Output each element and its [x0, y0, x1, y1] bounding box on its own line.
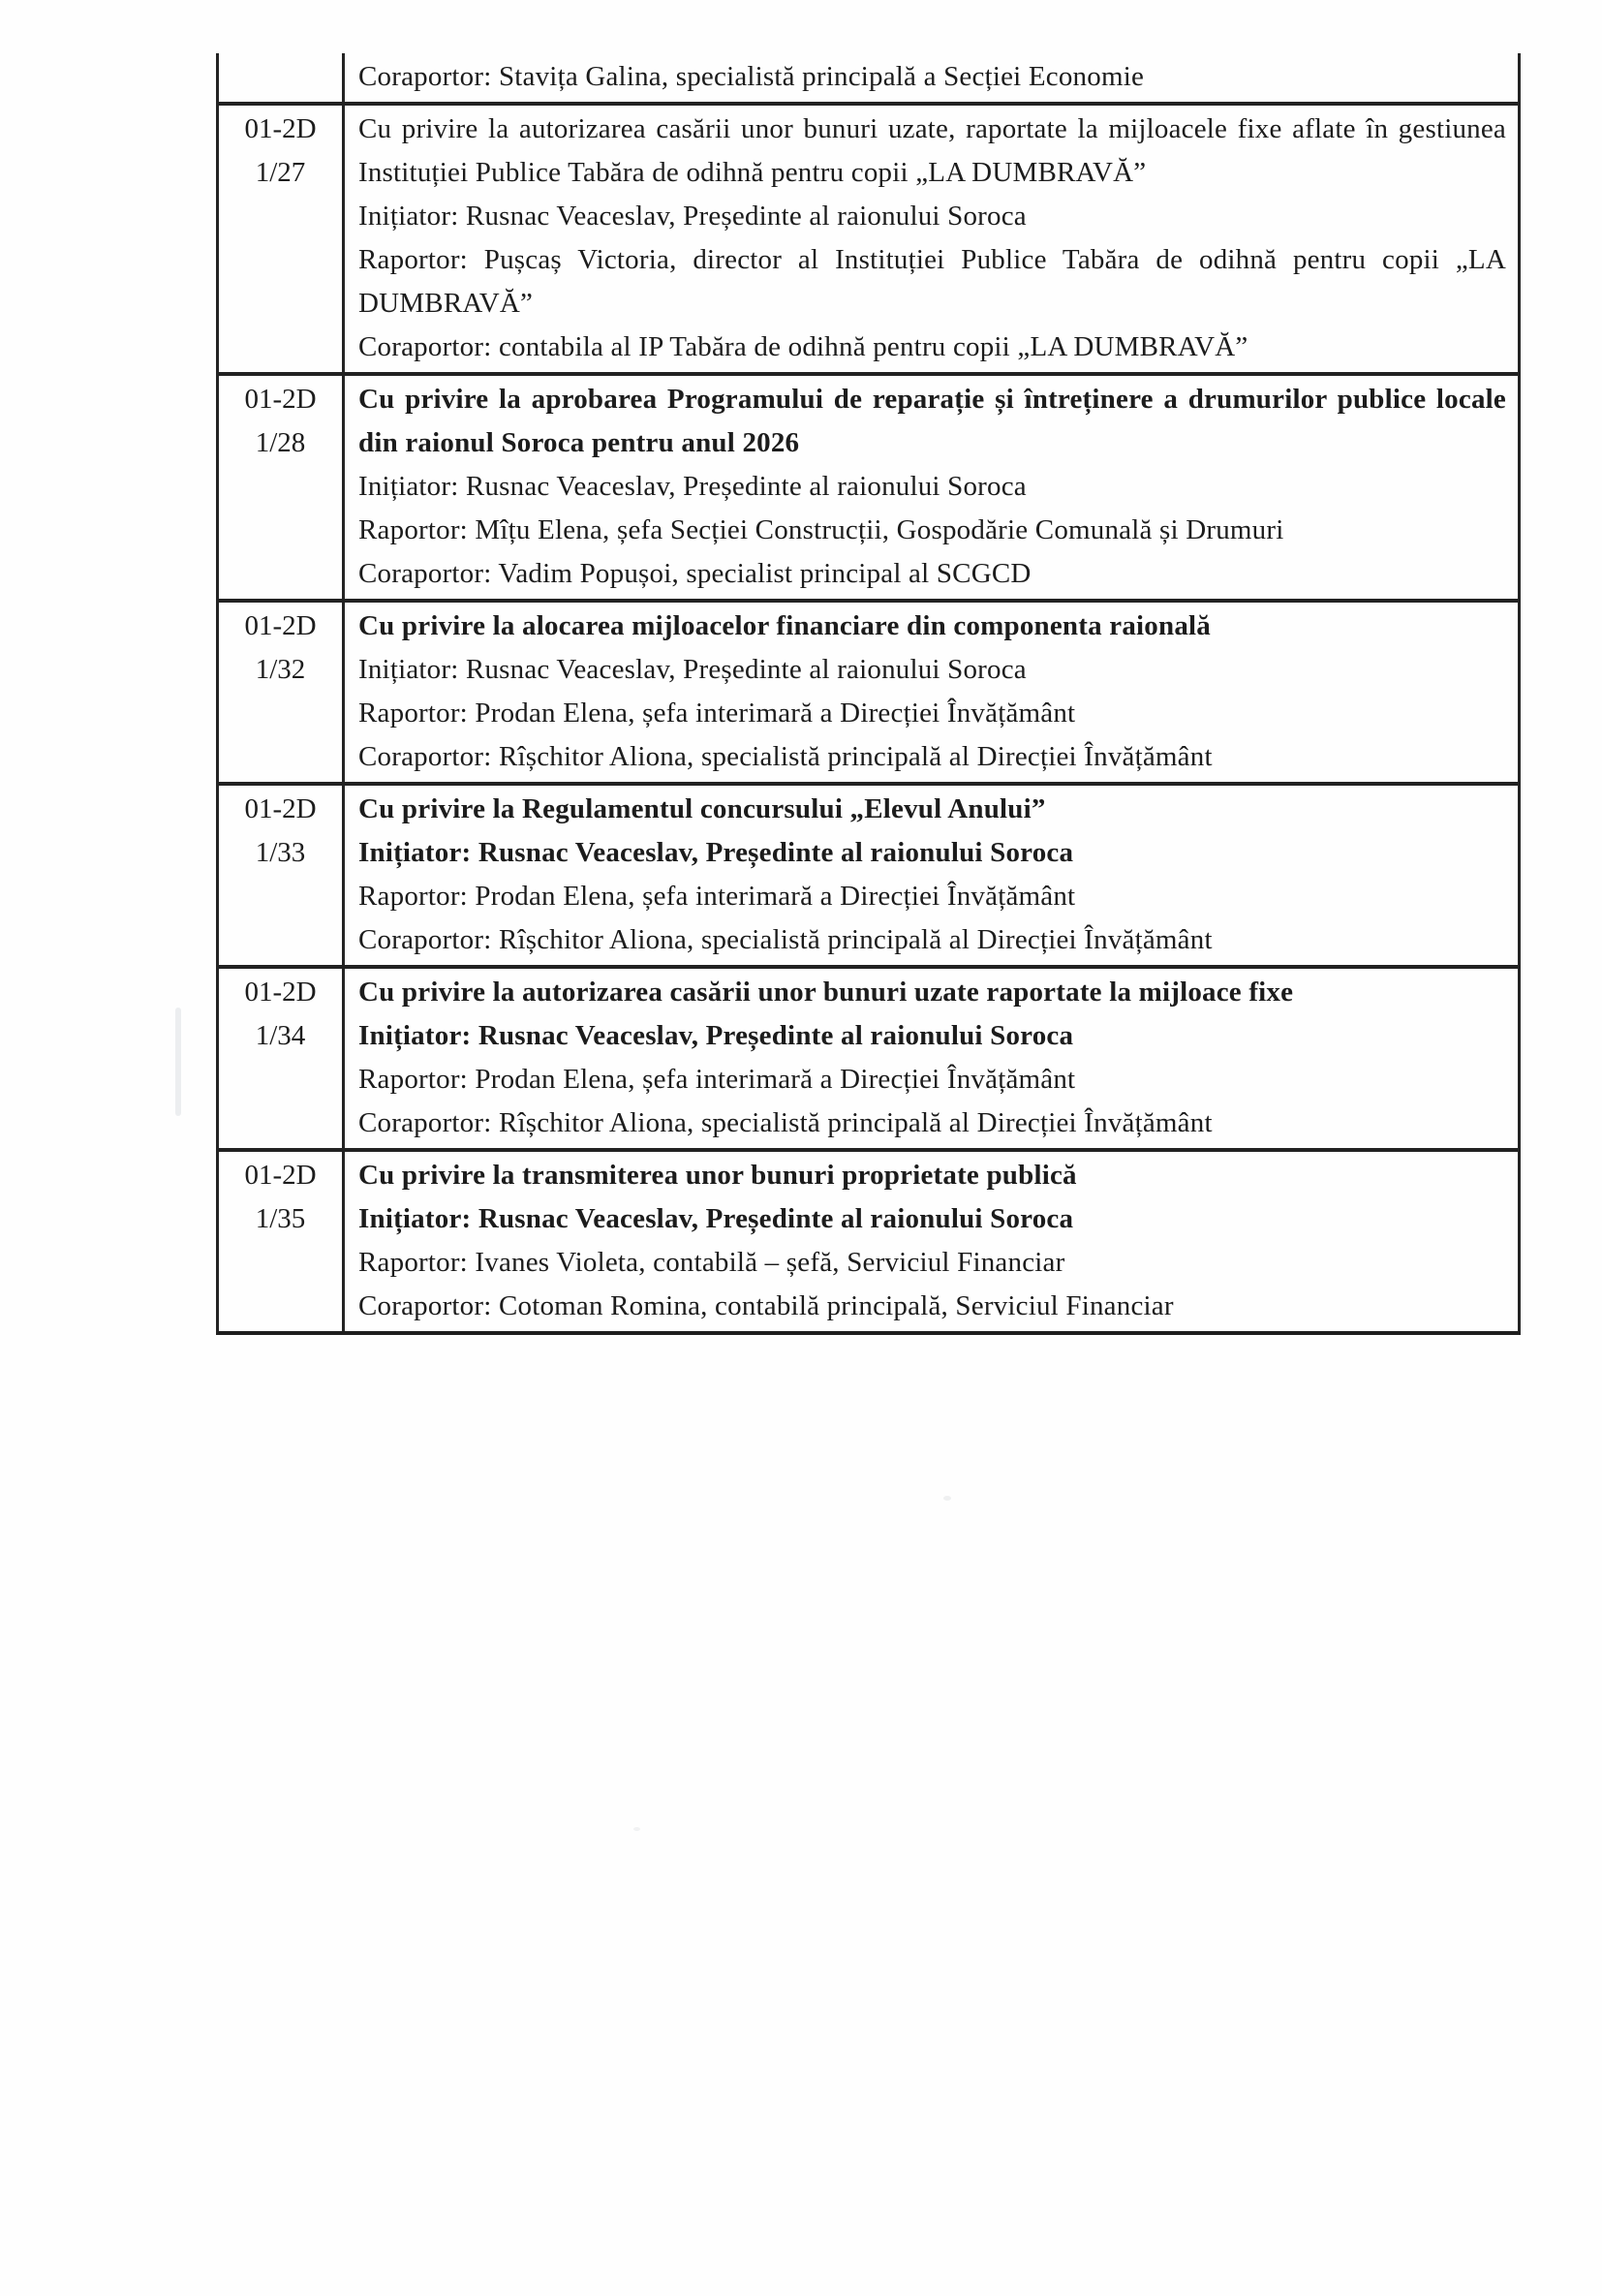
row-content: [345, 969, 1518, 1148]
scan-artifact: [633, 1827, 640, 1831]
scan-artifact: [175, 1008, 181, 1116]
row-id-cell: [219, 376, 345, 599]
entry-line: Cu privire la transmiterea unor bunuri proprietate publică: [358, 1160, 1077, 1191]
row-content: [345, 603, 1518, 782]
entry-line: Inițiator: Rusnac Veaceslav, Președinte al raionului Soroca: [358, 471, 1027, 502]
row-id-cell: [219, 969, 345, 1148]
entry-line: Coraportor: Vadim Popușoi, specialist principal al SCGCD: [358, 558, 1032, 589]
entry-line: Raportor: Prodan Elena, șefa interimară a Direcției Învățământ: [358, 881, 1076, 912]
row-code: 01-2D: [244, 1160, 317, 1191]
table-row: [219, 599, 1518, 782]
row-id-cell: [219, 786, 345, 965]
entry-line: Cu privire la aprobarea Programului de reparație și întreținere a drumurilor publice locale din raionul Soroca pentru anul 2026: [358, 384, 1506, 458]
entry-line: Cu privire la autorizarea casării unor bunuri uzate raportate la mijloace fixe: [358, 977, 1294, 1008]
table-row: [219, 1148, 1518, 1331]
row-content: [345, 106, 1518, 372]
row-content: [345, 1152, 1518, 1331]
scan-artifact: [943, 1496, 951, 1501]
entry-line: Raportor: Ivanes Violeta, contabilă – șefă, Serviciul Financiar: [358, 1247, 1065, 1278]
entry-line: Coraportor: Rîșchitor Aliona, specialistă principală al Direcției Învățământ: [358, 741, 1213, 772]
table-row: [219, 965, 1518, 1148]
row-number: 1/33: [255, 837, 306, 868]
entry-line: Raportor: Prodan Elena, șefa interimară a Direcției Învățământ: [358, 698, 1076, 729]
row-number: 1/34: [255, 1020, 306, 1051]
row-number: 1/32: [255, 654, 306, 685]
entry-line: Coraportor: Cotoman Romina, contabilă principală, Serviciul Financiar: [358, 1290, 1174, 1321]
entry-line: Cu privire la autorizarea casării unor bunuri uzate, raportate la mijloacele fixe aflate în gestiunea Instituției Publice Tabăra de odihnă pentru copii „LA DUMBRAVĂ”: [358, 113, 1506, 188]
entry-line: Inițiator: Rusnac Veaceslav, Președinte al raionului Soroca: [358, 837, 1074, 868]
entry-line: Coraportor: Stavița Galina, specialistă principală a Secției Economie: [358, 61, 1145, 92]
entry-line: Cu privire la alocarea mijloacelor financiare din componenta raională: [358, 610, 1211, 641]
row-content: [345, 786, 1518, 965]
table-row: [219, 53, 1518, 102]
entry-line: Inițiator: Rusnac Veaceslav, Președinte al raionului Soroca: [358, 654, 1027, 685]
row-content: [345, 376, 1518, 599]
entry-line: Coraportor: contabila al IP Tabăra de odihnă pentru copii „LA DUMBRAVĂ”: [358, 331, 1248, 362]
row-id-cell: [219, 53, 345, 102]
row-id-cell: [219, 603, 345, 782]
entry-line: Inițiator: Rusnac Veaceslav, Președinte al raionului Soroca: [358, 1203, 1074, 1234]
row-content: [345, 53, 1518, 102]
row-code: 01-2D: [244, 610, 317, 641]
table-row: [219, 782, 1518, 965]
entry-line: Inițiator: Rusnac Veaceslav, Președinte al raionului Soroca: [358, 201, 1027, 232]
entry-line: Coraportor: Rîșchitor Aliona, specialistă principală al Direcției Învățământ: [358, 1107, 1213, 1138]
entry-line: Cu privire la Regulamentul concursului „Elevul Anului”: [358, 793, 1046, 824]
row-code: 01-2D: [244, 113, 317, 144]
row-id-cell: [219, 1152, 345, 1331]
entry-line: Raportor: Prodan Elena, șefa interimară a Direcției Învățământ: [358, 1064, 1076, 1095]
row-number: 1/35: [255, 1203, 306, 1234]
decisions-table: [216, 53, 1521, 1335]
row-code: 01-2D: [244, 793, 317, 824]
row-code: 01-2D: [244, 977, 317, 1008]
entry-line: Coraportor: Rîșchitor Aliona, specialistă principală al Direcției Învățământ: [358, 924, 1213, 955]
row-number: 1/27: [255, 157, 306, 188]
entry-line: Raportor: Pușcaș Victoria, director al Instituției Publice Tabăra de odihnă pentru copii „LA DUMBRAVĂ”: [358, 244, 1506, 319]
row-number: 1/28: [255, 427, 306, 458]
entry-line: Raportor: Mîțu Elena, șefa Secției Construcții, Gospodărie Comunală și Drumuri: [358, 514, 1284, 545]
row-code: 01-2D: [244, 384, 317, 415]
row-id-cell: [219, 106, 345, 372]
table-row: [219, 102, 1518, 372]
entry-line: Inițiator: Rusnac Veaceslav, Președinte al raionului Soroca: [358, 1020, 1074, 1051]
table-row: [219, 372, 1518, 599]
